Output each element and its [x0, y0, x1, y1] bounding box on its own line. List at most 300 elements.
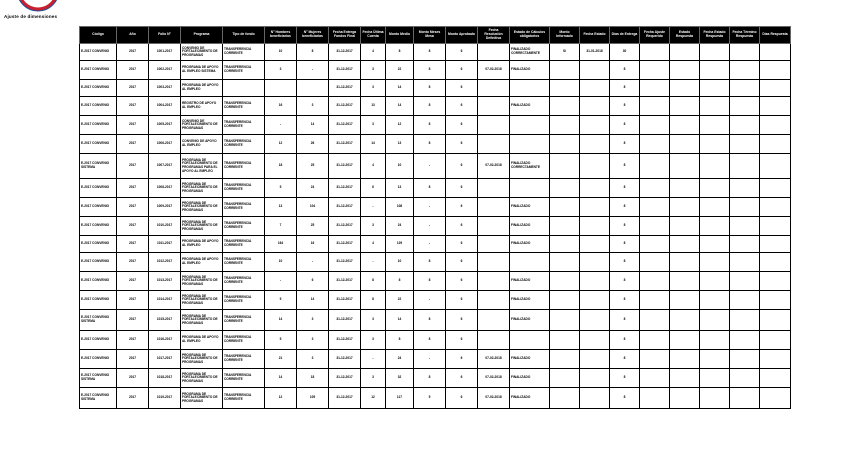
table-cell: 6: [297, 272, 329, 291]
table-cell: [550, 80, 580, 97]
table-cell: 3: [297, 97, 329, 116]
column-header: N° Mujeres beneficiarias: [297, 27, 329, 44]
table-cell: 1019-2017: [149, 388, 181, 409]
table-cell: FINALIZADO: [510, 388, 550, 409]
table-cell: 1009-2017: [149, 198, 181, 217]
column-header: N° Hombres beneficiarios: [265, 27, 297, 44]
table-cell: [265, 80, 297, 97]
table-cell: [580, 369, 610, 388]
table-cell: 1013-2017: [149, 272, 181, 291]
table-cell: PROGRAMA DE FORTALECIMIENTO DE PROGRAMAS: [181, 310, 223, 331]
table-cell: [760, 179, 791, 198]
table-cell: -: [414, 217, 446, 236]
table-cell: 6: [446, 291, 478, 310]
table-cell: [670, 61, 700, 80]
table-cell: 13: [386, 135, 414, 154]
table-cell: 07-02-2018: [478, 61, 510, 80]
table-cell: [640, 97, 670, 116]
table-cell: [670, 369, 700, 388]
table-cell: [550, 369, 580, 388]
table-cell: PROGRAMA DE FORTALECIMIENTO DE PROGRAMAS: [181, 198, 223, 217]
table-cell: 1003-2017: [149, 80, 181, 97]
table-cell: FINALIZADO: [510, 350, 550, 369]
table-cell: TRANSFERENCIA CORRIENTE: [223, 135, 265, 154]
table-cell: 31-12-2017: [329, 198, 361, 217]
table-cell: [730, 116, 760, 135]
table-cell: [730, 154, 760, 179]
table-cell: [760, 331, 791, 350]
table-cell: [760, 154, 791, 179]
table-cell: FINALIZADO: [510, 97, 550, 116]
table-cell: [478, 179, 510, 198]
table-cell: 10: [265, 44, 297, 61]
table-cell: 31-12-2017: [329, 369, 361, 388]
table-cell: 8: [610, 236, 640, 253]
table-cell: [700, 61, 730, 80]
table-cell: [670, 198, 700, 217]
table-cell: 8: [386, 272, 414, 291]
table-cell: [670, 135, 700, 154]
table-cell: [700, 97, 730, 116]
table-cell: [580, 116, 610, 135]
table-cell: 13: [361, 97, 386, 116]
table-cell: [730, 80, 760, 97]
table-cell: 8: [297, 44, 329, 61]
table-cell: 2017: [117, 272, 149, 291]
table-cell: 1015-2017: [149, 310, 181, 331]
table-cell: [700, 253, 730, 272]
table-cell: 31-12-2017: [329, 61, 361, 80]
table-cell: 31-12-2017: [329, 253, 361, 272]
table-cell: 18: [265, 154, 297, 179]
table-cell: E-2017 CONVENIO SISTEMA: [80, 310, 117, 331]
table-cell: 8: [414, 116, 446, 135]
table-cell: -: [414, 291, 446, 310]
table-cell: [640, 236, 670, 253]
table-cell: [550, 179, 580, 198]
table-cell: 31-12-2017: [329, 388, 361, 409]
table-cell: 14: [297, 116, 329, 135]
table-cell: FINALIZADO: [510, 198, 550, 217]
table-cell: E-2017 CONVENIO: [80, 272, 117, 291]
table-cell: FINALIZADO: [510, 310, 550, 331]
table-cell: [640, 135, 670, 154]
table-cell: 8: [610, 116, 640, 135]
table-cell: 3: [361, 331, 386, 350]
table-cell: 3: [265, 61, 297, 80]
table-cell: [510, 253, 550, 272]
table-cell: 8: [361, 272, 386, 291]
column-header: Estado Respuesta: [670, 27, 700, 44]
table-cell: PROGRAMA DE APOYO AL EMPLEO: [181, 80, 223, 97]
table-cell: [478, 80, 510, 97]
table-cell: 6: [446, 236, 478, 253]
table-cell: TRANSFERENCIA CORRIENTE: [223, 236, 265, 253]
table-cell: [510, 80, 550, 97]
table-cell: E-2017 CONVENIO: [80, 116, 117, 135]
table-cell: [730, 135, 760, 154]
table-cell: [730, 350, 760, 369]
table-cell: PROGRAMA DE FORTALECIMIENTO DE PROGRAMAS: [181, 291, 223, 310]
table-cell: [730, 253, 760, 272]
table-cell: 3: [297, 331, 329, 350]
table-cell: [580, 310, 610, 331]
table-cell: FINALIZADO CORRECTAMENTE: [510, 154, 550, 179]
table-cell: 2017: [117, 116, 149, 135]
table-cell: 6: [446, 61, 478, 80]
table-cell: [700, 179, 730, 198]
table-cell: [580, 272, 610, 291]
table-cell: 10: [386, 154, 414, 179]
table-cell: 6: [446, 135, 478, 154]
table-cell: 8: [386, 331, 414, 350]
table-cell: 18: [297, 369, 329, 388]
table-row: [80, 350, 791, 369]
table-cell: TRANSFERENCIA CORRIENTE: [223, 253, 265, 272]
table-cell: 8: [610, 61, 640, 80]
table-cell: [580, 236, 610, 253]
table-cell: 6: [446, 350, 478, 369]
table-cell: 2017: [117, 179, 149, 198]
table-cell: 25: [297, 154, 329, 179]
table-cell: [700, 80, 730, 97]
column-header: Fecha Entrega Fondos Final: [329, 27, 361, 44]
table-cell: 104: [297, 198, 329, 217]
table-cell: PROGRAMA DE APOYO AL EMPLEO: [181, 236, 223, 253]
table-cell: 8: [386, 44, 414, 61]
table-cell: 1007-2017: [149, 154, 181, 179]
table-cell: [730, 310, 760, 331]
table-cell: FINALIZADO: [510, 369, 550, 388]
table-cell: 2017: [117, 253, 149, 272]
table-cell: [640, 116, 670, 135]
table-cell: TRANSFERENCIA CORRIENTE: [223, 44, 265, 61]
table-row: [80, 198, 791, 217]
table-cell: TRANSFERENCIA CORRIENTE: [223, 291, 265, 310]
table-cell: [550, 350, 580, 369]
table-cell: 129: [386, 236, 414, 253]
table-cell: [640, 272, 670, 291]
table-cell: 8: [414, 179, 446, 198]
table-cell: 6: [446, 331, 478, 350]
table-cell: [670, 388, 700, 409]
table-cell: [700, 291, 730, 310]
table-cell: 25: [297, 217, 329, 236]
table-cell: 3: [361, 369, 386, 388]
table-cell: 8: [610, 291, 640, 310]
table-cell: -: [414, 198, 446, 217]
table-cell: 8: [610, 97, 640, 116]
table-cell: [760, 61, 791, 80]
table-cell: [478, 217, 510, 236]
table-cell: 24: [386, 217, 414, 236]
org-subtitle: Ajuste de dimensiones: [4, 14, 58, 19]
table-cell: [730, 44, 760, 61]
table-cell: [670, 291, 700, 310]
table-cell: [550, 331, 580, 350]
table-cell: [550, 116, 580, 135]
table-cell: 2017: [117, 97, 149, 116]
table-cell: [700, 154, 730, 179]
table-cell: 22: [386, 61, 414, 80]
table-cell: 3: [361, 116, 386, 135]
column-header: Fecha Ajuste Requerido: [640, 27, 670, 44]
table-cell: FINALIZADO: [510, 272, 550, 291]
table-cell: E-2017 CONVENIO SISTEMA: [80, 369, 117, 388]
table-cell: [478, 97, 510, 116]
table-cell: 24: [297, 179, 329, 198]
table-cell: TRANSFERENCIA CORRIENTE: [223, 272, 265, 291]
table-cell: [550, 154, 580, 179]
table-cell: 32: [386, 369, 414, 388]
table-cell: [670, 310, 700, 331]
table-cell: TRANSFERENCIA CORRIENTE: [223, 388, 265, 409]
table-cell: -: [414, 350, 446, 369]
table-cell: FINALIZADO: [510, 236, 550, 253]
table-cell: [478, 198, 510, 217]
table-cell: [550, 310, 580, 331]
table-cell: 8: [610, 198, 640, 217]
table-cell: 26: [297, 135, 329, 154]
table-cell: [640, 310, 670, 331]
table-cell: [550, 291, 580, 310]
table-cell: 12: [361, 388, 386, 409]
table-cell: 14: [297, 291, 329, 310]
table-row: [80, 44, 791, 61]
table-cell: [670, 350, 700, 369]
table-cell: PROGRAMA DE FORTALECIMIENTO DE PROGRAMAS: [181, 272, 223, 291]
table-cell: [580, 331, 610, 350]
table-cell: 8: [414, 331, 446, 350]
table-row: [80, 179, 791, 198]
table-cell: -: [414, 236, 446, 253]
table-cell: 07-02-2018: [478, 154, 510, 179]
table-cell: [730, 217, 760, 236]
table-cell: 07-02-2018: [478, 369, 510, 388]
table-cell: E-2017 CONVENIO: [80, 331, 117, 350]
table-cell: 21: [265, 350, 297, 369]
table-cell: TRANSFERENCIA CORRIENTE: [223, 179, 265, 198]
table-cell: 6: [446, 253, 478, 272]
table-cell: 2017: [117, 369, 149, 388]
table-cell: [700, 331, 730, 350]
table-cell: 164: [265, 236, 297, 253]
table-cell: [550, 388, 580, 409]
table-cell: 2017: [117, 331, 149, 350]
column-header: Fecha Resolución Definitiva: [478, 27, 510, 44]
column-header: Monto Informado: [550, 27, 580, 44]
table-cell: [700, 272, 730, 291]
table-cell: 2017: [117, 80, 149, 97]
table-cell: 3: [361, 217, 386, 236]
table-cell: -: [414, 154, 446, 179]
table-cell: [580, 154, 610, 179]
table-cell: 2017: [117, 198, 149, 217]
table-cell: [670, 217, 700, 236]
table-cell: [700, 350, 730, 369]
table-cell: 31-12-2017: [329, 291, 361, 310]
table-cell: 6: [446, 80, 478, 97]
table-cell: [640, 388, 670, 409]
table-cell: 1008-2017: [149, 179, 181, 198]
table-cell: [478, 331, 510, 350]
table-cell: E-2017 CONVENIO: [80, 44, 117, 61]
table-cell: [580, 388, 610, 409]
table-row: [80, 135, 791, 154]
table-cell: 6: [446, 116, 478, 135]
table-cell: TRANSFERENCIA CORRIENTE: [223, 198, 265, 217]
table-cell: CONVENIO DE FORTALECIMIENTO DE PROGRAMAS: [181, 116, 223, 135]
table-cell: E-2017 CONVENIO: [80, 80, 117, 97]
table-cell: 1005-2017: [149, 116, 181, 135]
table-cell: [580, 179, 610, 198]
column-header: Monto Aprobado: [446, 27, 478, 44]
table-cell: 3: [361, 80, 386, 97]
table-cell: 14: [361, 135, 386, 154]
table-cell: -: [361, 253, 386, 272]
table-cell: 12: [386, 116, 414, 135]
table-cell: PROGRAMA DE FORTALECIMIENTO DE PROGRAMAS: [181, 388, 223, 409]
table-cell: 8: [414, 310, 446, 331]
table-cell: 6: [446, 97, 478, 116]
table-cell: TRANSFERENCIA CORRIENTE: [223, 116, 265, 135]
table-cell: TRANSFERENCIA CORRIENTE: [223, 369, 265, 388]
table-cell: TRANSFERENCIA CORRIENTE: [223, 154, 265, 179]
table-cell: [640, 61, 670, 80]
table-cell: E-2017 CONVENIO: [80, 217, 117, 236]
table-cell: [760, 272, 791, 291]
table-cell: 8: [414, 135, 446, 154]
table-row: [80, 310, 791, 331]
table-cell: [640, 217, 670, 236]
table-cell: 4: [361, 44, 386, 61]
table-cell: 8: [361, 291, 386, 310]
column-header: Días de Entrega: [610, 27, 640, 44]
table-row: [80, 369, 791, 388]
table-cell: [640, 331, 670, 350]
table-cell: 8: [610, 154, 640, 179]
column-header: Año: [117, 27, 149, 44]
table-cell: 10: [386, 253, 414, 272]
table-cell: PROGRAMA DE APOYO AL EMPLEO SISTEMA: [181, 61, 223, 80]
table-cell: 12: [265, 388, 297, 409]
table-cell: [297, 80, 329, 97]
table-cell: 2017: [117, 61, 149, 80]
table-cell: [478, 272, 510, 291]
table-row: [80, 253, 791, 272]
table-cell: 6: [446, 369, 478, 388]
table-cell: [478, 310, 510, 331]
table-cell: 6: [446, 310, 478, 331]
table-cell: E-2017 CONVENIO SISTEMA: [80, 388, 117, 409]
table-cell: [580, 217, 610, 236]
table-cell: [580, 97, 610, 116]
table-cell: [580, 80, 610, 97]
column-header: Fecha Término Respuesta: [730, 27, 760, 44]
table-cell: 1017-2017: [149, 350, 181, 369]
table-cell: [640, 154, 670, 179]
table-cell: 31-12-2017: [329, 44, 361, 61]
table-cell: [670, 179, 700, 198]
table-cell: 6: [446, 179, 478, 198]
table-cell: TRANSFERENCIA CORRIENTE: [223, 350, 265, 369]
ministry-logo: [14, 0, 62, 12]
table-cell: [550, 135, 580, 154]
table-cell: [730, 179, 760, 198]
table-cell: [670, 154, 700, 179]
table-cell: 105: [297, 388, 329, 409]
table-cell: [760, 97, 791, 116]
table-cell: [760, 217, 791, 236]
table-cell: [760, 236, 791, 253]
table-cell: 4: [361, 154, 386, 179]
table-cell: -: [297, 61, 329, 80]
table-cell: 31-12-2017: [329, 116, 361, 135]
table-cell: CONVENIO DE APOYO AL EMPLEO: [181, 135, 223, 154]
table-cell: 6: [446, 44, 478, 61]
table-cell: [550, 97, 580, 116]
table-cell: [550, 61, 580, 80]
table-cell: 2017: [117, 388, 149, 409]
table-cell: 1002-2017: [149, 61, 181, 80]
table-cell: [223, 80, 265, 97]
table-cell: 1010-2017: [149, 217, 181, 236]
table-cell: 8: [610, 350, 640, 369]
column-header: Fecha Última Cuenta: [361, 27, 386, 44]
table-cell: E-2017 CONVENIO: [80, 198, 117, 217]
table-cell: 3: [297, 350, 329, 369]
table-cell: [640, 44, 670, 61]
table-cell: -: [361, 350, 386, 369]
table-cell: [760, 80, 791, 97]
table-cell: REGISTRO DE APOYO AL EMPLEO: [181, 97, 223, 116]
table-cell: [510, 135, 550, 154]
column-header: Fecha Estado: [580, 27, 610, 44]
table-body: [80, 44, 791, 409]
table-cell: 10: [265, 253, 297, 272]
table-cell: 2017: [117, 291, 149, 310]
table-cell: 4: [361, 236, 386, 253]
table-cell: 22: [386, 291, 414, 310]
table-cell: PROGRAMA DE APOYO AL EMPLEO: [181, 253, 223, 272]
table-cell: 1014-2017: [149, 291, 181, 310]
table-cell: [580, 61, 610, 80]
table-cell: 5: [414, 388, 446, 409]
table-cell: [510, 331, 550, 350]
table-cell: 8: [610, 217, 640, 236]
table-cell: [730, 291, 760, 310]
table-cell: 1016-2017: [149, 331, 181, 350]
table-cell: [730, 61, 760, 80]
table-cell: 5: [265, 179, 297, 198]
table-cell: [670, 253, 700, 272]
table-cell: -: [265, 116, 297, 135]
table-cell: [580, 253, 610, 272]
table-cell: TRANSFERENCIA CORRIENTE: [223, 97, 265, 116]
table-cell: 1012-2017: [149, 253, 181, 272]
table-cell: 6: [446, 272, 478, 291]
table-cell: 13: [265, 198, 297, 217]
table-cell: [760, 369, 791, 388]
table-cell: 14: [386, 80, 414, 97]
table-cell: E-2017 CONVENIO: [80, 236, 117, 253]
table-cell: E-2017 CONVENIO: [80, 135, 117, 154]
table-cell: [760, 388, 791, 409]
table-cell: [760, 350, 791, 369]
table-cell: E-2017 CONVENIO: [80, 253, 117, 272]
table-cell: [760, 135, 791, 154]
table-cell: 8: [610, 388, 640, 409]
